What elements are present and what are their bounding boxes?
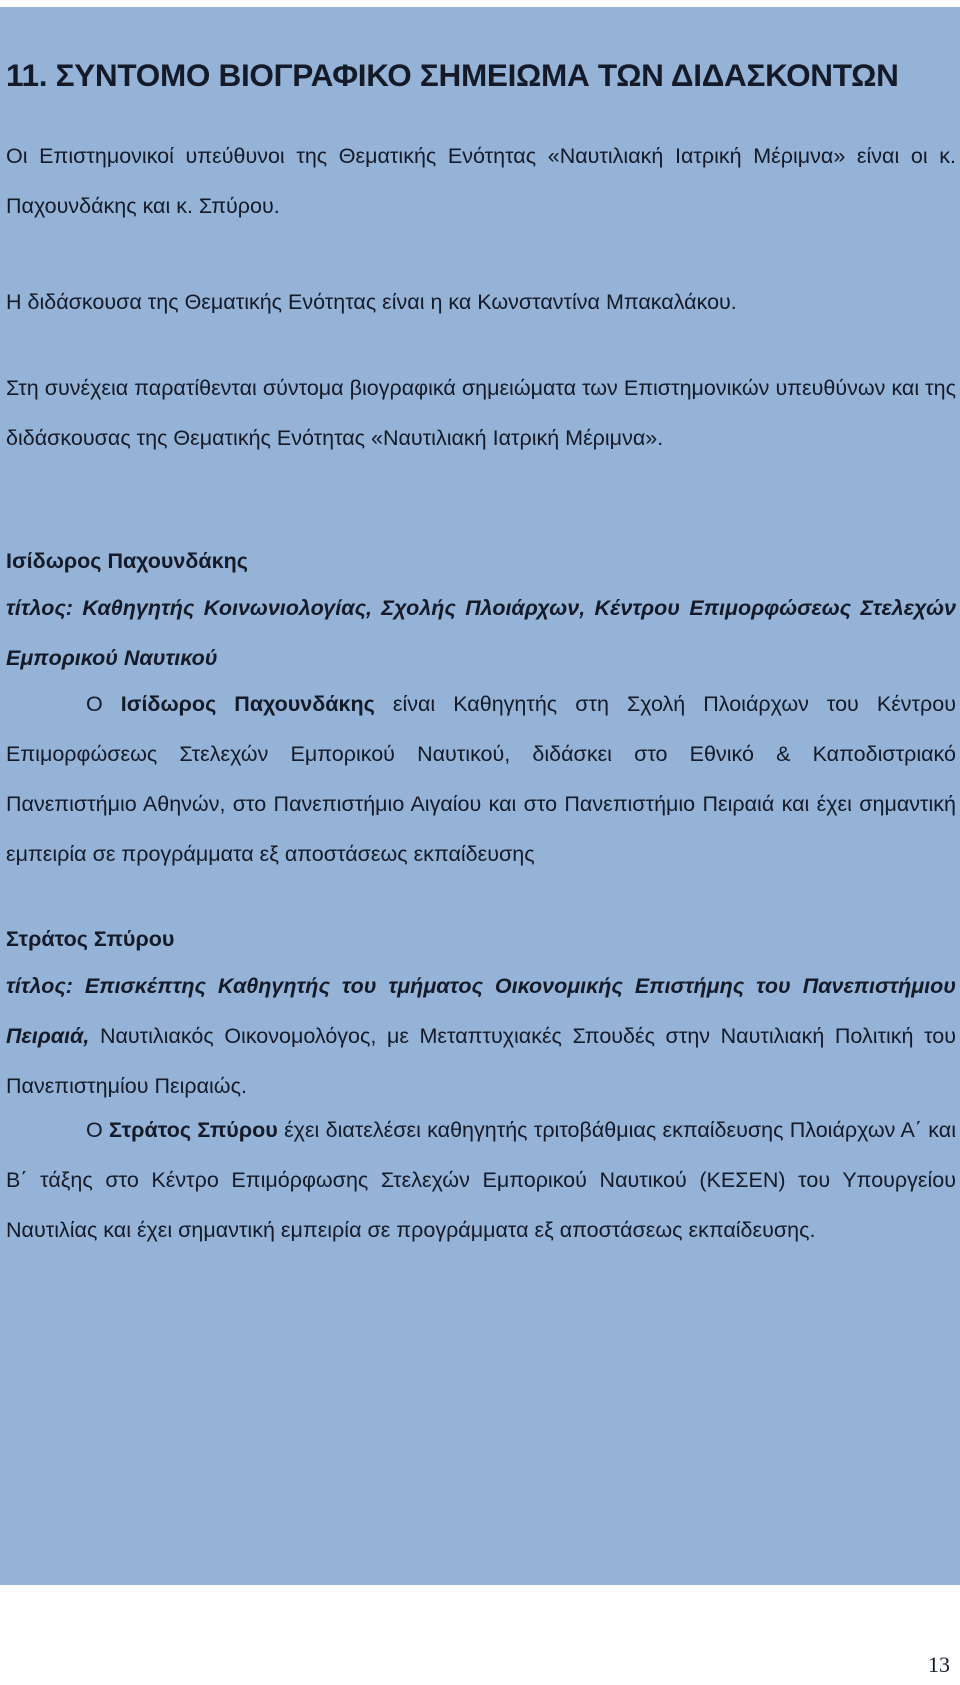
intro-paragraph-1: Οι Επιστημονικοί υπεύθυνοι της Θεματικής Ενότητας «Ναυτιλιακή Ιατρική Μέριμνα» είναι οι κ. Παχουνδάκης και κ. Σπύρου.	[6, 144, 956, 218]
bio1-text	[6, 679, 956, 879]
bio1-title: τίτλος: Καθηγητής Κοινωνιολογίας, Σχολής Πλοιάρχων, Κέντρου Επιμορφώσεως Στελεχών Εμπορικού Ναυτικού	[6, 596, 956, 670]
bio2-title-italic: τίτλος: Επισκέπτης Καθηγητής του τμήματος Οικονομικής Επιστήμης του Πανεπιστήμιου Πειραιά,	[6, 974, 956, 1048]
bio2-title-rest: Ναυτιλιακός Οικονομολόγος, με Μεταπτυχιακές Σπουδές στην Ναυτιλιακή Πολιτική του Πανεπιστημίου Πειραιώς.	[6, 1024, 956, 1098]
bio2-lead: Ο	[86, 1118, 103, 1142]
bio2-name-heading: Στράτος Σπύρου	[6, 927, 175, 951]
bio2-text	[6, 1105, 956, 1255]
page-number: 13	[928, 1652, 950, 1677]
bio2-body: έχει διατελέσει καθηγητής τριτοβάθμιας εκπαίδευσης Πλοιάρχων Α΄ και Β΄ τάξης στο Κέντρο Επιμόρφωσης Στελεχών Εμπορικού Ναυτικού (ΚΕΣΕΝ) του Υπουργείου Ναυτιλίας και έχει σημαντική εμπειρία σε προγράμματα εξ αποστάσεως εκπαίδευσης.	[6, 1118, 956, 1242]
section-heading: 11. ΣΥΝΤΟΜΟ ΒΙΟΓΡΑΦΙΚΟ ΣΗΜΕΙΩΜΑ ΤΩΝ ΔΙΔΑΣΚΟΝΤΩΝ	[6, 57, 899, 93]
intro-paragraph-2: Η διδάσκουσα της Θεματικής Ενότητας είναι η κα Κωνσταντίνα Μπακαλάκου.	[6, 290, 737, 314]
bio1-name-inline: Ισίδωρος Παχουνδάκης	[120, 692, 375, 716]
bio1-body: είναι Καθηγητής στη Σχολή Πλοιάρχων του Κέντρου Επιμορφώσεως Στελεχών Εμπορικού Ναυτικού, διδάσκει στο Εθνικό & Καποδιστριακό Πανεπιστήμιο Αθηνών, στο Πανεπιστήμιο Αιγαίου και στο Πανεπιστήμιο Πειραιά και έχει σημαντική εμπειρία σε προγράμματα εξ αποστάσεως εκπαίδευσης	[6, 692, 956, 866]
bio2-name-inline: Στράτος Σπύρου	[109, 1118, 278, 1142]
bio1-name-heading: Ισίδωρος Παχουνδάκης	[6, 549, 248, 573]
intro-paragraph-3: Στη συνέχεια παρατίθενται σύντομα βιογραφικά σημειώματα των Επιστημονικών υπευθύνων και της διδάσκουσας της Θεματικής Ενότητας «Ναυτιλιακή Ιατρική Μέριμνα».	[6, 376, 956, 450]
bio1-lead: Ο	[86, 692, 103, 716]
bio2-title	[6, 961, 956, 1111]
